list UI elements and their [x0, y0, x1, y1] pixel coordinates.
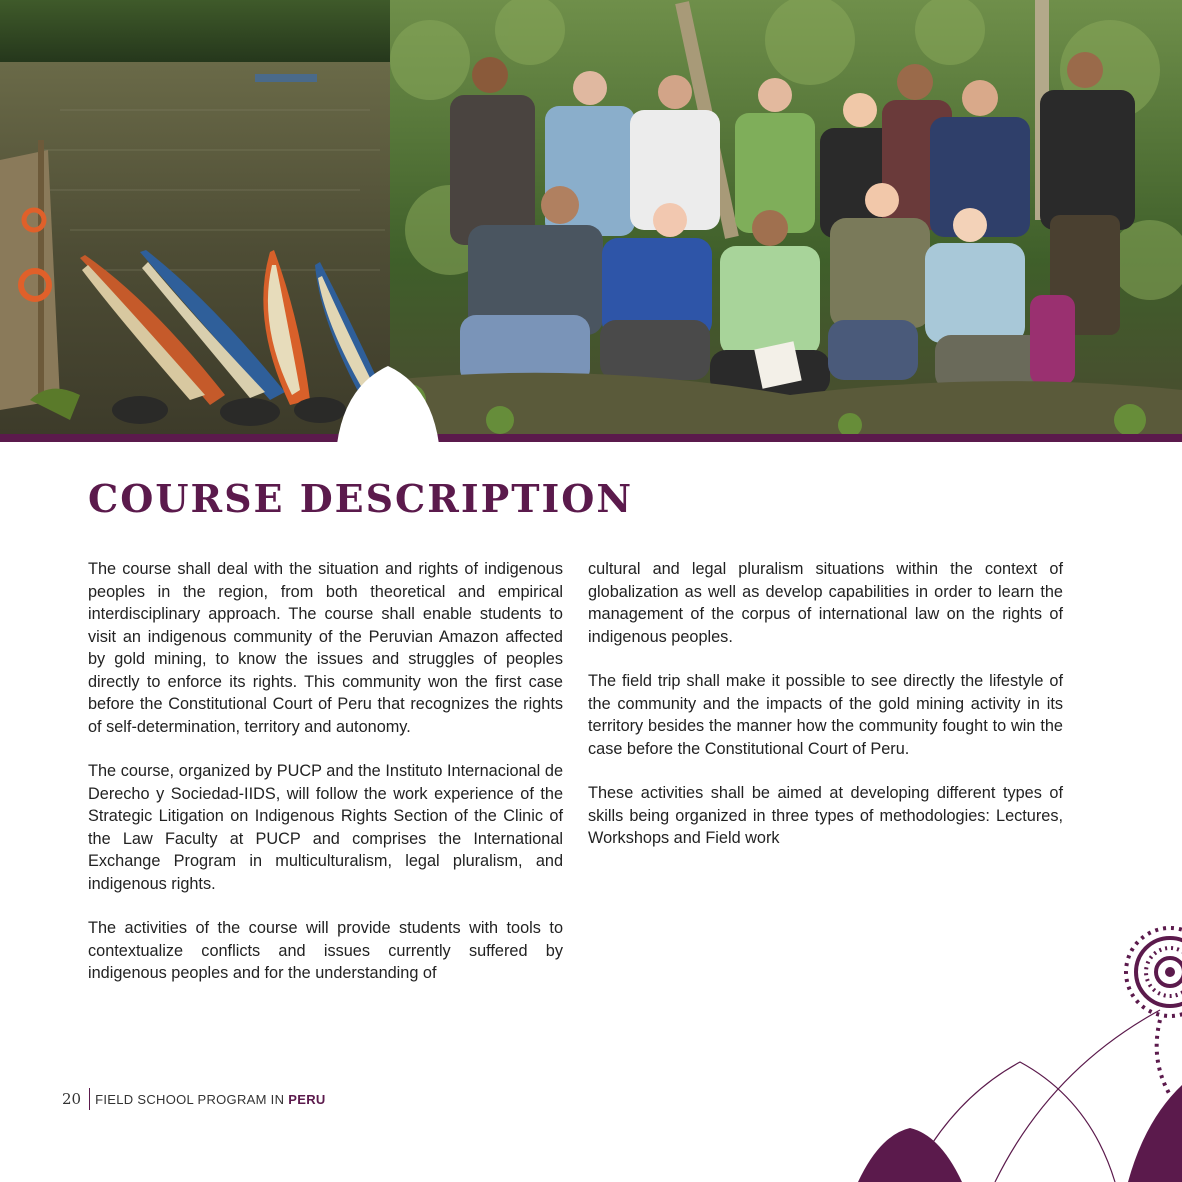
paragraph: The course, organized by PUCP and the Instituto Internacional de Derecho y Sociedad-IIDS, will follow the work experience of the Strategic Litigation on Indigenous Rights Section of the Clinic of the Law Faculty at PUCP and comprises the International Exchange Program in multiculturalism, legal pluralism, and indigenous rights. [88, 762, 563, 893]
paragraph: The field trip shall make it possible to see directly the lifestyle of the community and the impacts of the gold mining activity in its territory besides the manner how the community fought to win the case before the Constitutional Court of Peru. [588, 672, 1063, 758]
header-photo-band [0, 0, 1182, 434]
decorative-ornament [850, 900, 1182, 1182]
footer-label-country: PERU [288, 1091, 326, 1107]
paragraph: The activities of the course will provide students with tools to contextualize conflicts and issues currently suffered by indigenous peoples and for the understanding of [88, 919, 563, 982]
paragraph: These activities shall be aimed at developing different types of skills being organized in three types of methodologies: Lectures, Workshops and Field work [588, 784, 1063, 847]
description-column-right [588, 558, 1063, 872]
arch-notch [337, 366, 439, 446]
lake-with-canoes-photo [0, 0, 390, 434]
page-title: COURSE DESCRIPTION [88, 476, 634, 521]
student-group-in-forest-photo [390, 0, 1182, 434]
description-column-left [88, 558, 563, 1007]
paragraph: cultural and legal pluralism situations within the context of globalization as well as develop capabilities in order to learn the management of the corpus of international law on the rights of indigenous peoples. [588, 560, 1063, 646]
footer-label: FIELD SCHOOL PROGRAM IN [95, 1091, 285, 1107]
page-footer [62, 1087, 326, 1111]
page-number: 20 [62, 1090, 82, 1108]
footer-divider [89, 1088, 90, 1110]
header-divider [0, 434, 1182, 442]
paragraph: The course shall deal with the situation and rights of indigenous peoples in the region, from both theoretical and empirical interdisciplinary approach. The course shall enable students to visit an indigenous community of the Peruvian Amazon affected by gold mining, to know the issues and struggles of peoples directly to enforce its rights. This community won the first case before the Constitutional Court of Peru that recognizes the rights of self-determination, territory and autonomy. [88, 560, 563, 736]
